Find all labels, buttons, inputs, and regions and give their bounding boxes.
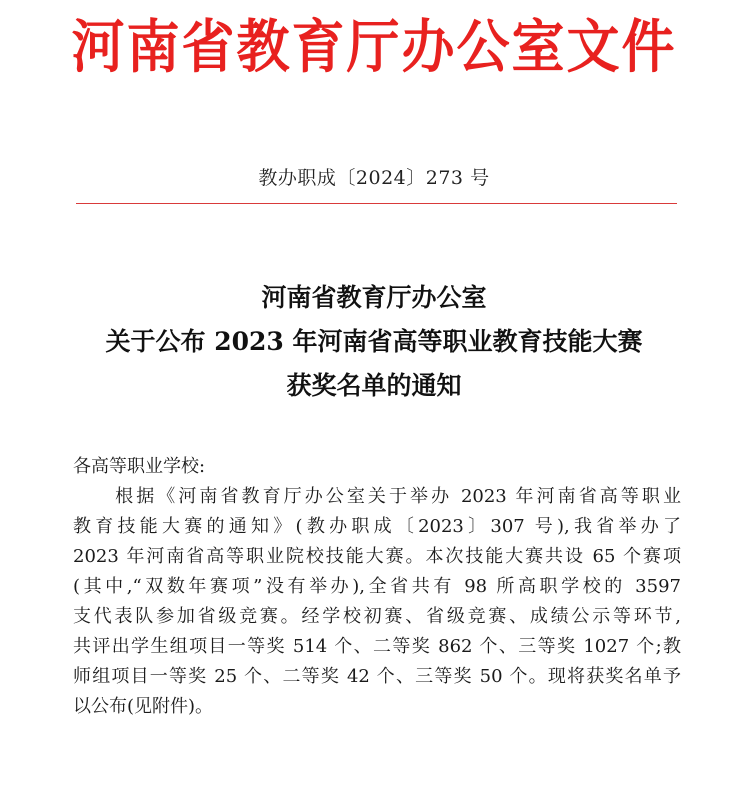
paragraph-line-2: 教育技能大赛的通知》(教办职成〔2023〕307 号),我省举办了: [73, 516, 681, 537]
title-line-1: 河南省教育厅办公室: [261, 283, 487, 312]
salutation: 各高等职业学校:: [73, 456, 206, 477]
document-number: 教办职成〔2024〕273 号: [258, 167, 490, 189]
paragraph-line-4: (其中,“双数年赛项”没有举办),全省共有 98 所高职学校的 3597: [73, 576, 681, 597]
paragraph-line-1: 根据《河南省教育厅办公室关于举办 2023 年河南省高等职业: [73, 486, 681, 507]
notice-title: [0, 276, 748, 408]
title-line-3: 获奖名单的通知: [286, 371, 462, 400]
paragraph-line-6: 共评出学生组项目一等奖 514 个、二等奖 862 个、三等奖 1027 个;教: [73, 636, 681, 657]
issuer-header: 河南省教育厅办公室文件: [71, 13, 677, 81]
red-divider-line: [76, 203, 677, 204]
title-line-2: 关于公布 2023 年河南省高等职业教育技能大赛: [105, 327, 643, 356]
notice-body: [73, 452, 681, 722]
paragraph-line-7: 师组项目一等奖 25 个、二等奖 42 个、三等奖 50 个。现将获奖名单予: [73, 666, 681, 687]
paragraph-line-5: 支代表队参加省级竞赛。经学校初赛、省级竞赛、成绩公示等环节,: [73, 606, 681, 627]
paragraph-line-3: 2023 年河南省高等职业院校技能大赛。本次技能大赛共设 65 个赛项: [73, 546, 681, 567]
paragraph-line-8: 以公布(见附件)。: [73, 696, 214, 717]
